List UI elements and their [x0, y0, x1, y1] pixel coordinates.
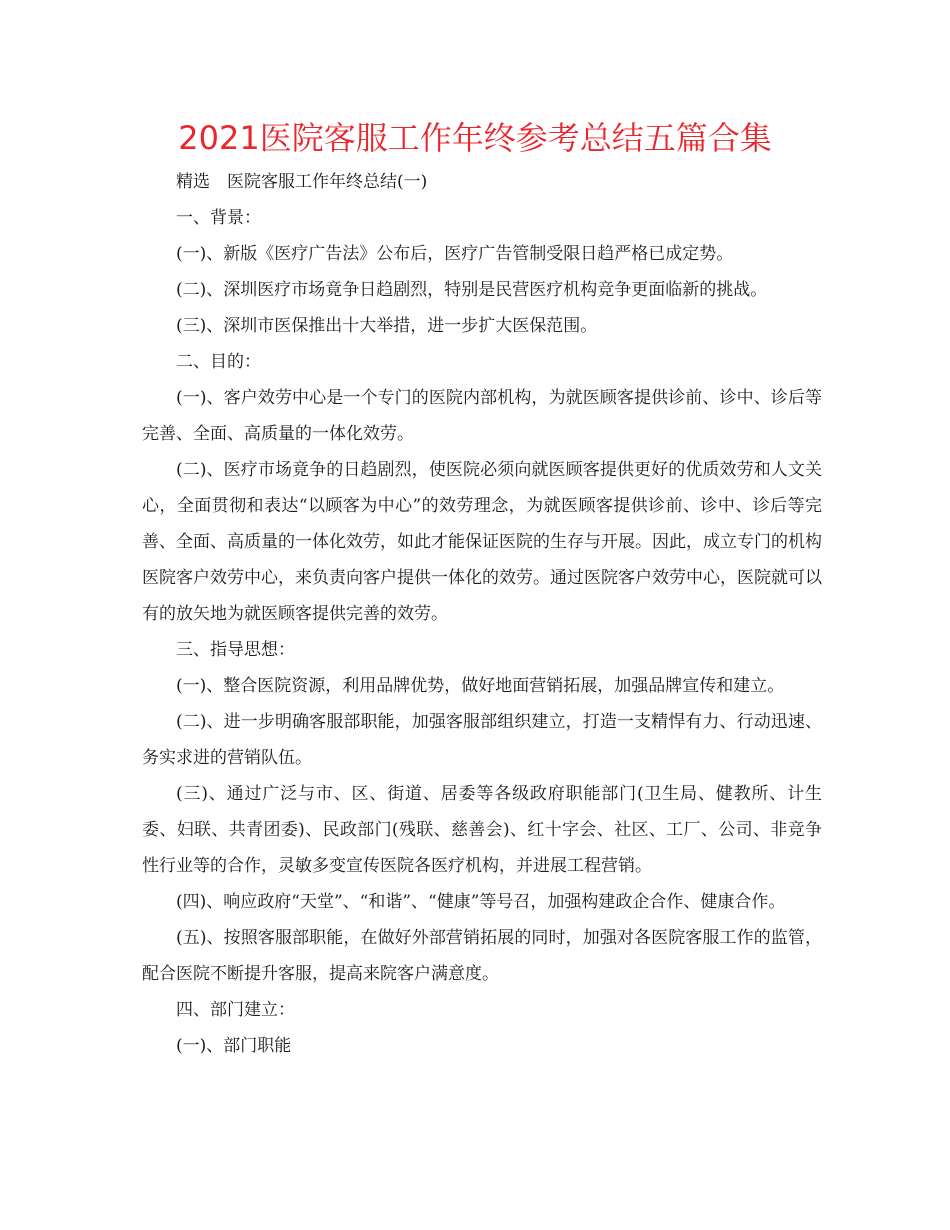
paragraph: (二)、医疗市场竟争的日趋剧烈，使医院必须向就医顾客提供更好的优质效劳和人文关心，全面贯彻和表达“以顾客为中心”的效劳理念，为就医顾客提供诊前、诊中、诊后等完善、全面、高质量的一体化效劳，如此才能保证医院的生存与开展。因此，成立专门的机构医院客户效劳中心，来负责向客户提供一体化的效劳。通过医院客户效劳中心，医院就可以有的放矢地为就医顾客提供完善的效劳。 — [142, 460, 822, 624]
paragraph: (一)、部门职能 — [176, 1036, 292, 1056]
paragraph-heading-department: 四、部门建立： — [176, 1000, 295, 1020]
paragraph-heading-purpose: 二、目的： — [176, 352, 261, 372]
paragraph: (一)、新版《医疗广告法》公布后，医疗广告管制受限日趋严格已成定势。 — [176, 244, 734, 264]
paragraph: (二)、深圳医疗市场竟争日趋剧烈，特别是民营医疗机构竞争更面临新的挑战。 — [176, 280, 768, 300]
paragraph: (一)、客户效劳中心是一个专门的医院内部机构，为就医顾客提供诊前、诊中、诊后等完善、全面、高质量的一体化效劳。 — [142, 388, 822, 444]
paragraph-heading-guiding-ideas: 三、指导思想： — [176, 640, 295, 660]
document-title: 2021医院客服工作年终参考总结五篇合集 — [178, 119, 772, 157]
paragraph-heading-background: 一、背景： — [176, 208, 261, 228]
paragraph: (五)、按照客服部职能，在做好外部营销拓展的同时，加强对各医院客服工作的监管，配合医院不断提升客服，提高来院客户满意度。 — [142, 928, 822, 984]
paragraph-subtitle: 精选 医院客服工作年终总结(一) — [176, 172, 428, 192]
paragraph: (二)、进一步明确客服部职能，加强客服部组织建立，打造一支精悍有力、行动迅速、务实求进的营销队伍。 — [142, 712, 822, 768]
paragraph: (三)、通过广泛与市、区、街道、居委等各级政府职能部门(卫生局、健教所、计生委、妇联、共青团委)、民政部门(残联、慈善会)、红十字会、社区、工厂、公司、非竞争性行业等的合作，灵敏多变宣传医院各医疗机构，并进展工程营销。 — [142, 784, 822, 876]
document-body — [142, 164, 822, 1064]
paragraph: (四)、响应政府“天堂”、“和谐”、“健康”等号召，加强构建政企合作、健康合作。 — [176, 892, 786, 912]
paragraph: (三)、深圳市医保推出十大举措，进一步扩大医保范围。 — [176, 316, 598, 336]
paragraph: (一)、整合医院资源，利用品牌优势，做好地面营销拓展，加强品牌宣传和建立。 — [176, 676, 785, 696]
